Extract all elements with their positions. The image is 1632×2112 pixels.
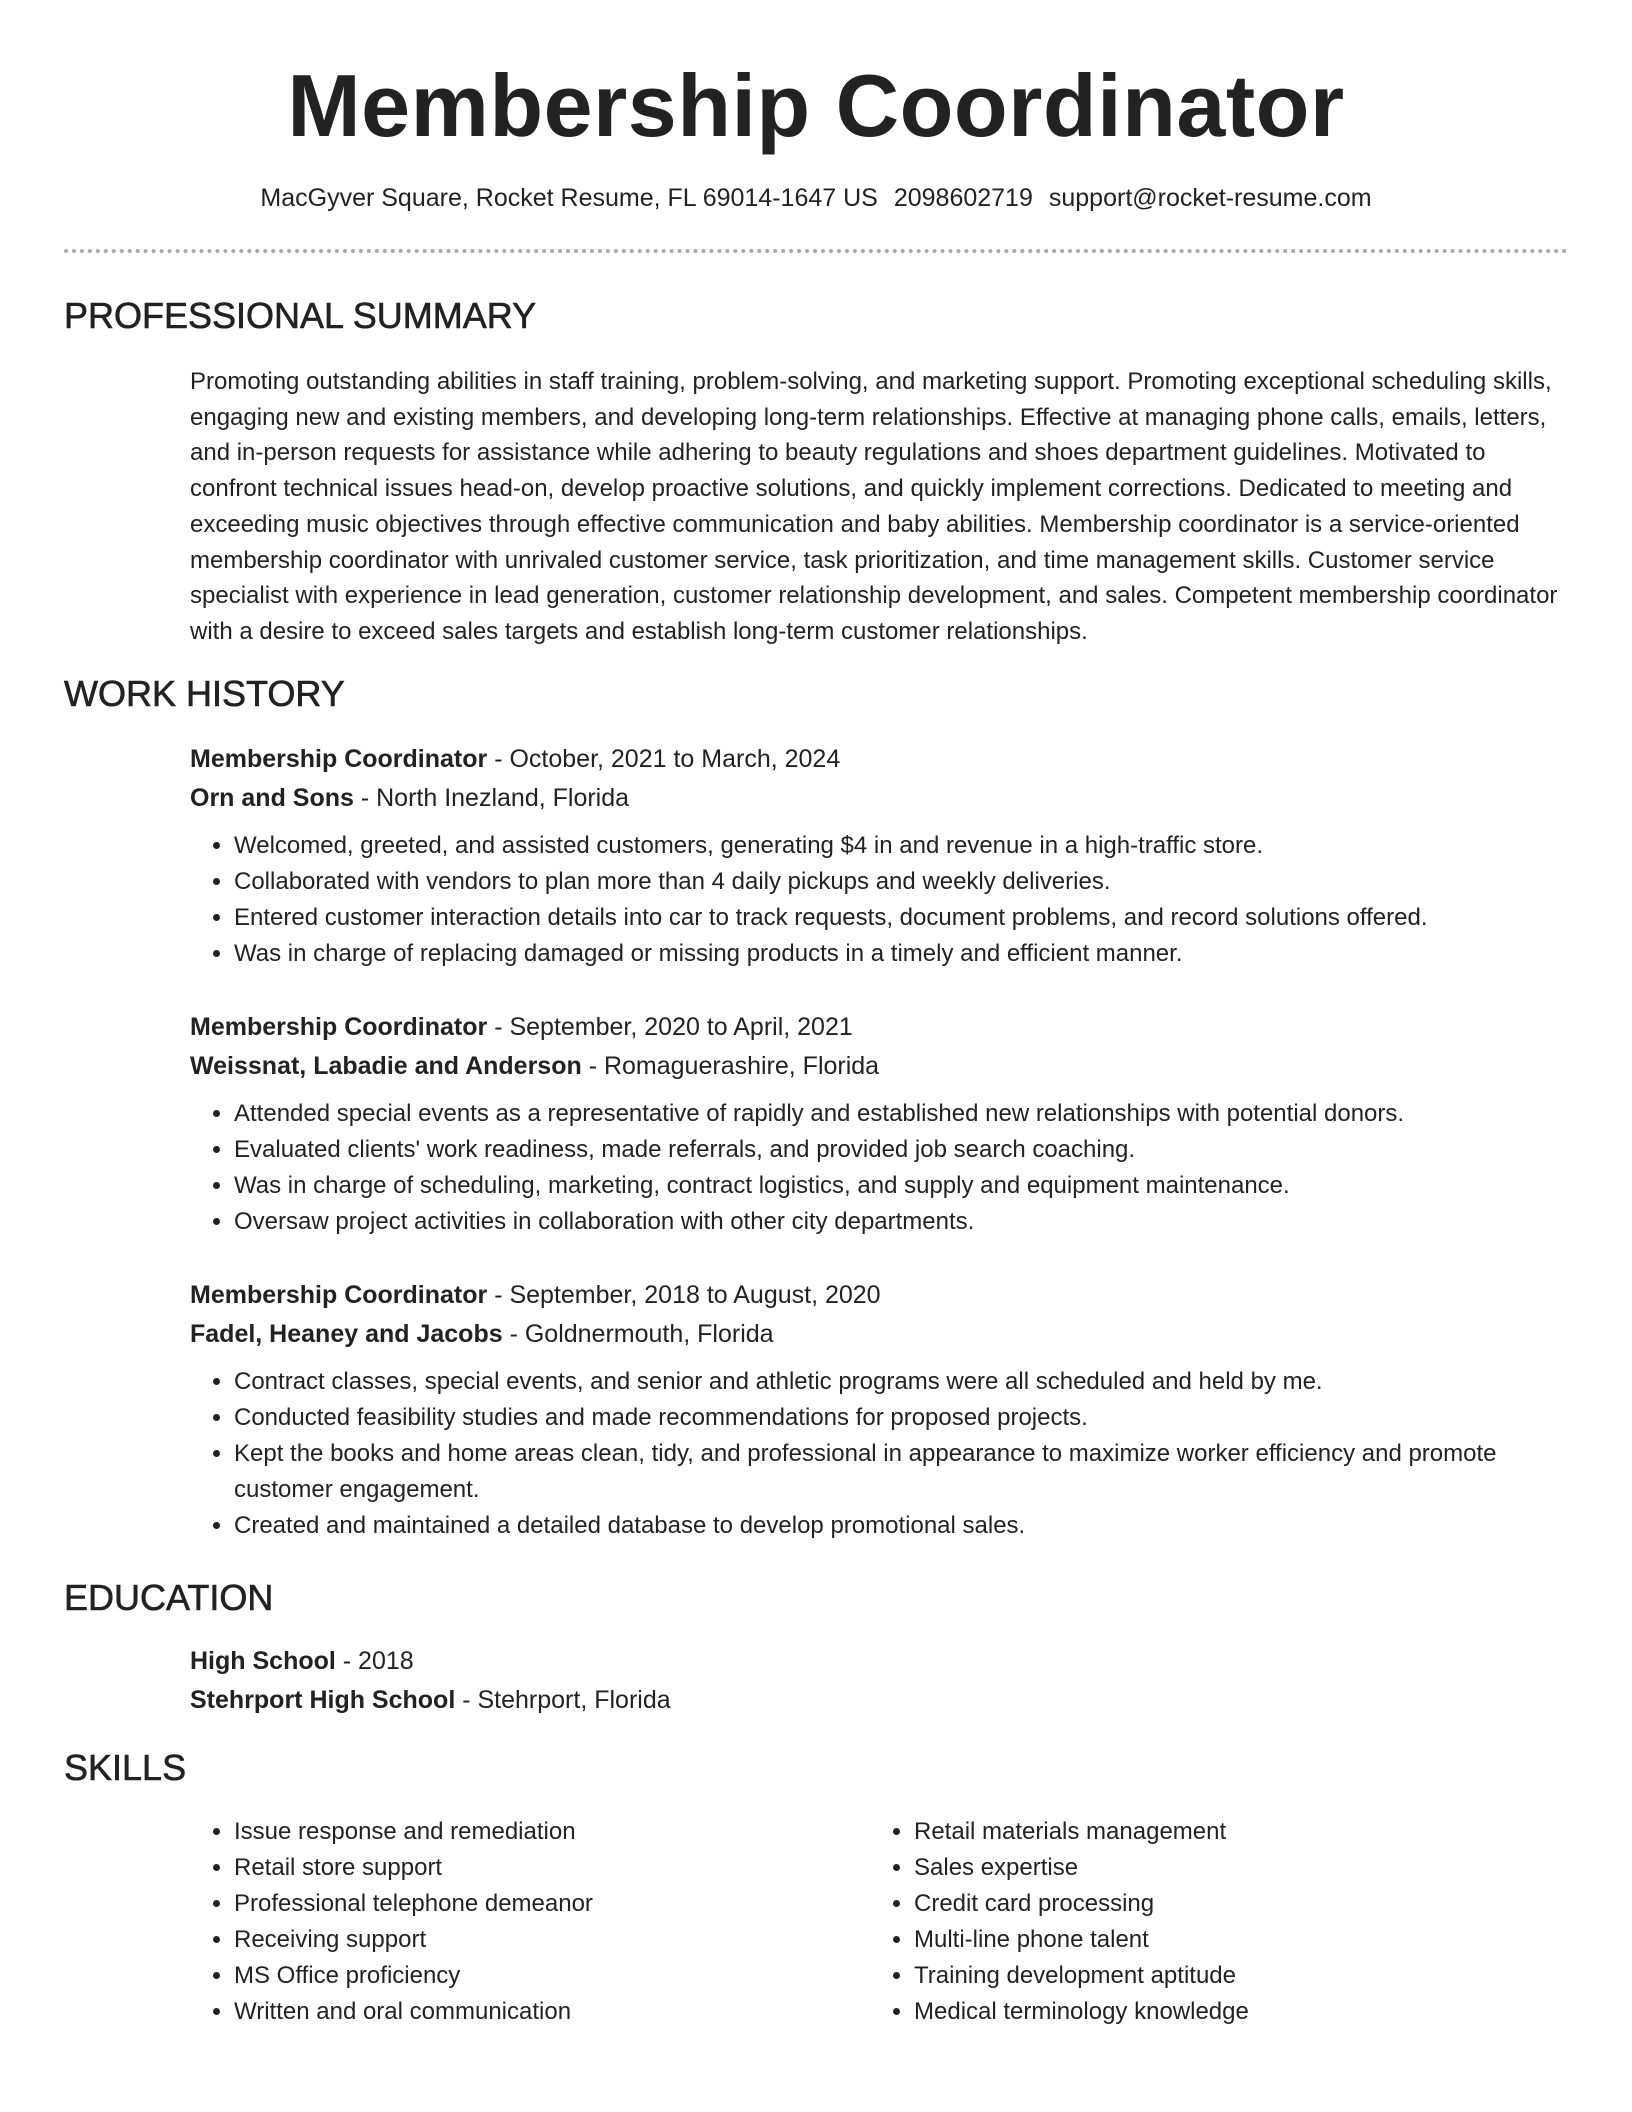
job-entry [190,740,1568,972]
job-bullet: • Evaluated clients' work readiness, made referrals, and provided job search coaching. [234,1132,1568,1168]
job-bullet: • Created and maintained a detailed database to develop promotional sales. [234,1508,1568,1544]
education-degree: High School [190,1647,336,1675]
job-entry [190,1008,1568,1240]
job-bullet: • Was in charge of scheduling, marketing, contract logistics, and supply and equipment maintenance. [234,1168,1568,1204]
job-bullets [190,1364,1568,1544]
job-entry [190,1276,1568,1544]
job-title-line [190,1276,1568,1315]
job-location: - North Inezland, Florida [353,784,630,812]
skills-column-right [870,1814,1550,2030]
skills-bullets [190,1814,870,2030]
job-bullet: • Attended special events as a representative of rapidly and established new relationships with potential donors. [234,1096,1568,1132]
skills-list [190,1814,1568,2030]
skill-item: • Training development aptitude [914,1958,1550,1994]
education-degree-line [190,1642,1568,1681]
job-bullet: • Welcomed, greeted, and assisted customers, generating $4 in and revenue in a high-traffic store. [234,828,1568,864]
skill-item: • Retail store support [234,1850,870,1886]
skills-column-left [190,1814,870,2030]
summary-heading: PROFESSIONAL SUMMARY [64,295,537,336]
job-dates: - October, 2021 to March, 2024 [487,745,841,773]
skill-item: • Issue response and remediation [234,1814,870,1850]
skills-heading: SKILLS [64,1747,187,1788]
skill-item: • Receiving support [234,1922,870,1958]
skill-item: • Retail materials management [914,1814,1550,1850]
education-year: - 2018 [335,1647,414,1675]
job-title-line [190,1008,1568,1047]
education-entry [190,1642,1568,1720]
job-role: Membership Coordinator [190,1013,488,1041]
education-location: - Stehrport, Florida [455,1686,671,1714]
skills-bullets [870,1814,1550,2030]
job-bullet: • Kept the books and home areas clean, tidy, and professional in appearance to maximize worker efficiency and promote customer engagement. [234,1436,1568,1508]
job-dates: - September, 2018 to August, 2020 [487,1281,881,1309]
job-bullets [190,828,1568,972]
skill-item: • Professional telephone demeanor [234,1886,870,1922]
header-divider [64,249,1568,253]
skills-columns [190,1814,1568,2030]
job-location: - Romaguerashire, Florida [581,1052,880,1080]
education-heading: EDUCATION [64,1577,274,1618]
job-company: Fadel, Heaney and Jacobs [190,1320,503,1348]
job-company-line [190,779,1568,818]
job-bullets [190,1096,1568,1240]
job-company: Weissnat, Labadie and Anderson [190,1052,582,1080]
job-bullet: • Conducted feasibility studies and made recommendations for proposed projects. [234,1400,1568,1436]
job-location: - Goldnermouth, Florida [502,1320,774,1348]
job-role: Membership Coordinator [190,745,488,773]
job-bullet: • Was in charge of replacing damaged or missing products in a timely and efficient manner. [234,936,1568,972]
skill-item: • Credit card processing [914,1886,1550,1922]
job-bullet: • Oversaw project activities in collaboration with other city departments. [234,1204,1568,1240]
education-school-line [190,1681,1568,1720]
education-school: Stehrport High School [190,1686,456,1714]
job-bullet: • Collaborated with vendors to plan more than 4 daily pickups and weekly deliveries. [234,864,1568,900]
skill-item: • Sales expertise [914,1850,1550,1886]
contact-email: support@rocket-resume.com [1048,184,1372,212]
job-company: Orn and Sons [190,784,354,812]
work-history-heading: WORK HISTORY [64,673,345,714]
skill-item: • Multi-line phone talent [914,1922,1550,1958]
job-company-line [190,1047,1568,1086]
skill-item: • Written and oral communication [234,1994,870,2030]
skill-item: • Medical terminology knowledge [914,1994,1550,2030]
summary-text: Promoting outstanding abilities in staff training, problem-solving, and marketing support. Promoting exceptional scheduling skills, engaging new and existing members, and developing long-term relationships. Effective at managing phone calls, emails, letters, and in-person requests for assistance while adhering to beauty regulations and shoes department guidelines. Motivated to confront technical issues head-on, develop proactive solutions, and quickly implement corrections. Dedicated to meeting and exceeding music objectives through effective communication and baby abilities. Membership coordinator is a service-oriented membership coordinator with unrivaled customer service, task prioritization, and time management skills. Customer service specialist with experience in lead generation, customer relationship development, and sales. Competent membership coordinator with a desire to exceed sales targets and establish long-term customer relationships. [190,368,1558,645]
contact-phone: 2098602719 [893,184,1033,212]
job-title-line [190,740,1568,779]
job-company-line [190,1315,1568,1354]
contact-line [64,180,1568,216]
candidate-name: Membership Coordinator [287,56,1345,155]
job-bullet: • Entered customer interaction details into car to track requests, document problems, and record solutions offered. [234,900,1568,936]
job-bullet: • Contract classes, special events, and senior and athletic programs were all scheduled and held by me. [234,1364,1568,1400]
skill-item: • MS Office proficiency [234,1958,870,1994]
job-dates: - September, 2020 to April, 2021 [487,1013,853,1041]
contact-address: MacGyver Square, Rocket Resume, FL 69014-1647 US [260,184,878,212]
job-role: Membership Coordinator [190,1281,488,1309]
